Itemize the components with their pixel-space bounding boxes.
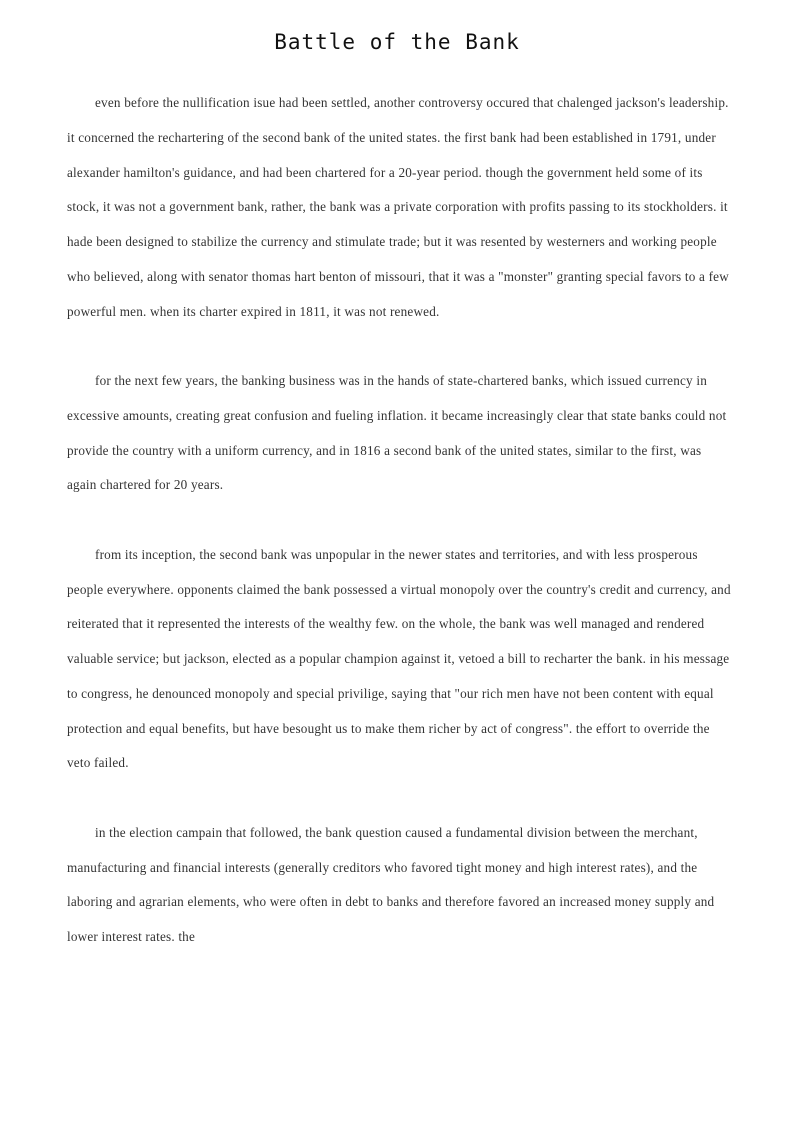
paragraph-1: even before the nullification isue had been settled, another controversy occured that chalenged jackson's leadership. it concerned the rechartering of the second bank of the united states. the first bank had been established in 1791, under alexander hamilton's guidance, and had been chartered for a 20-year period. though the government held some of its stock, it was not a government bank, rather, the bank was a private corporation with profits passing to its stockholders. it hade been designed to stabilize the currency and stimulate trade; but it was resented by westerners and working people who believed, along with senator thomas hart benton of missouri, that it was a "monster" granting special favors to a few powerful men. when its charter expired in 1811, it was not renewed. — [67, 95, 729, 319]
paragraph-4: in the election campain that followed, the bank question caused a fundamental division between the merchant, manufacturing and financial interests (generally creditors who favored tight money and high interest rates), and the laboring and agrarian elements, who were often in debt to banks and therefore favored an increased money supply and lower interest rates. the — [67, 824, 715, 944]
document-body — [67, 86, 733, 990]
document-title: Battle of the Bank — [274, 30, 520, 54]
paragraph-3: from its inception, the second bank was unpopular in the newer states and territories, and with less prosperous people everywhere. opponents claimed the bank possessed a virtual monopoly over the country's credit and currency, and reiterated that it represented the interests of the wealthy few. on the whole, the bank was well managed and rendered valuable service; but jackson, elected as a popular champion against it, vetoed a bill to recharter the bank. in his message to congress, he denounced monopoly and special privilige, saying that "our rich men have not been content with equal protection and equal benefits, but have besought us to make them richer by act of congress". the effort to override the veto failed. — [67, 546, 731, 771]
paragraph-2: for the next few years, the banking business was in the hands of state-chartered banks, which issued currency in excessive amounts, creating great confusion and fueling inflation. it became increasingly clear that state banks could not provide the country with a uniform currency, and in 1816 a second bank of the united states, similar to the first, was again chartered for 20 years. — [67, 373, 727, 493]
